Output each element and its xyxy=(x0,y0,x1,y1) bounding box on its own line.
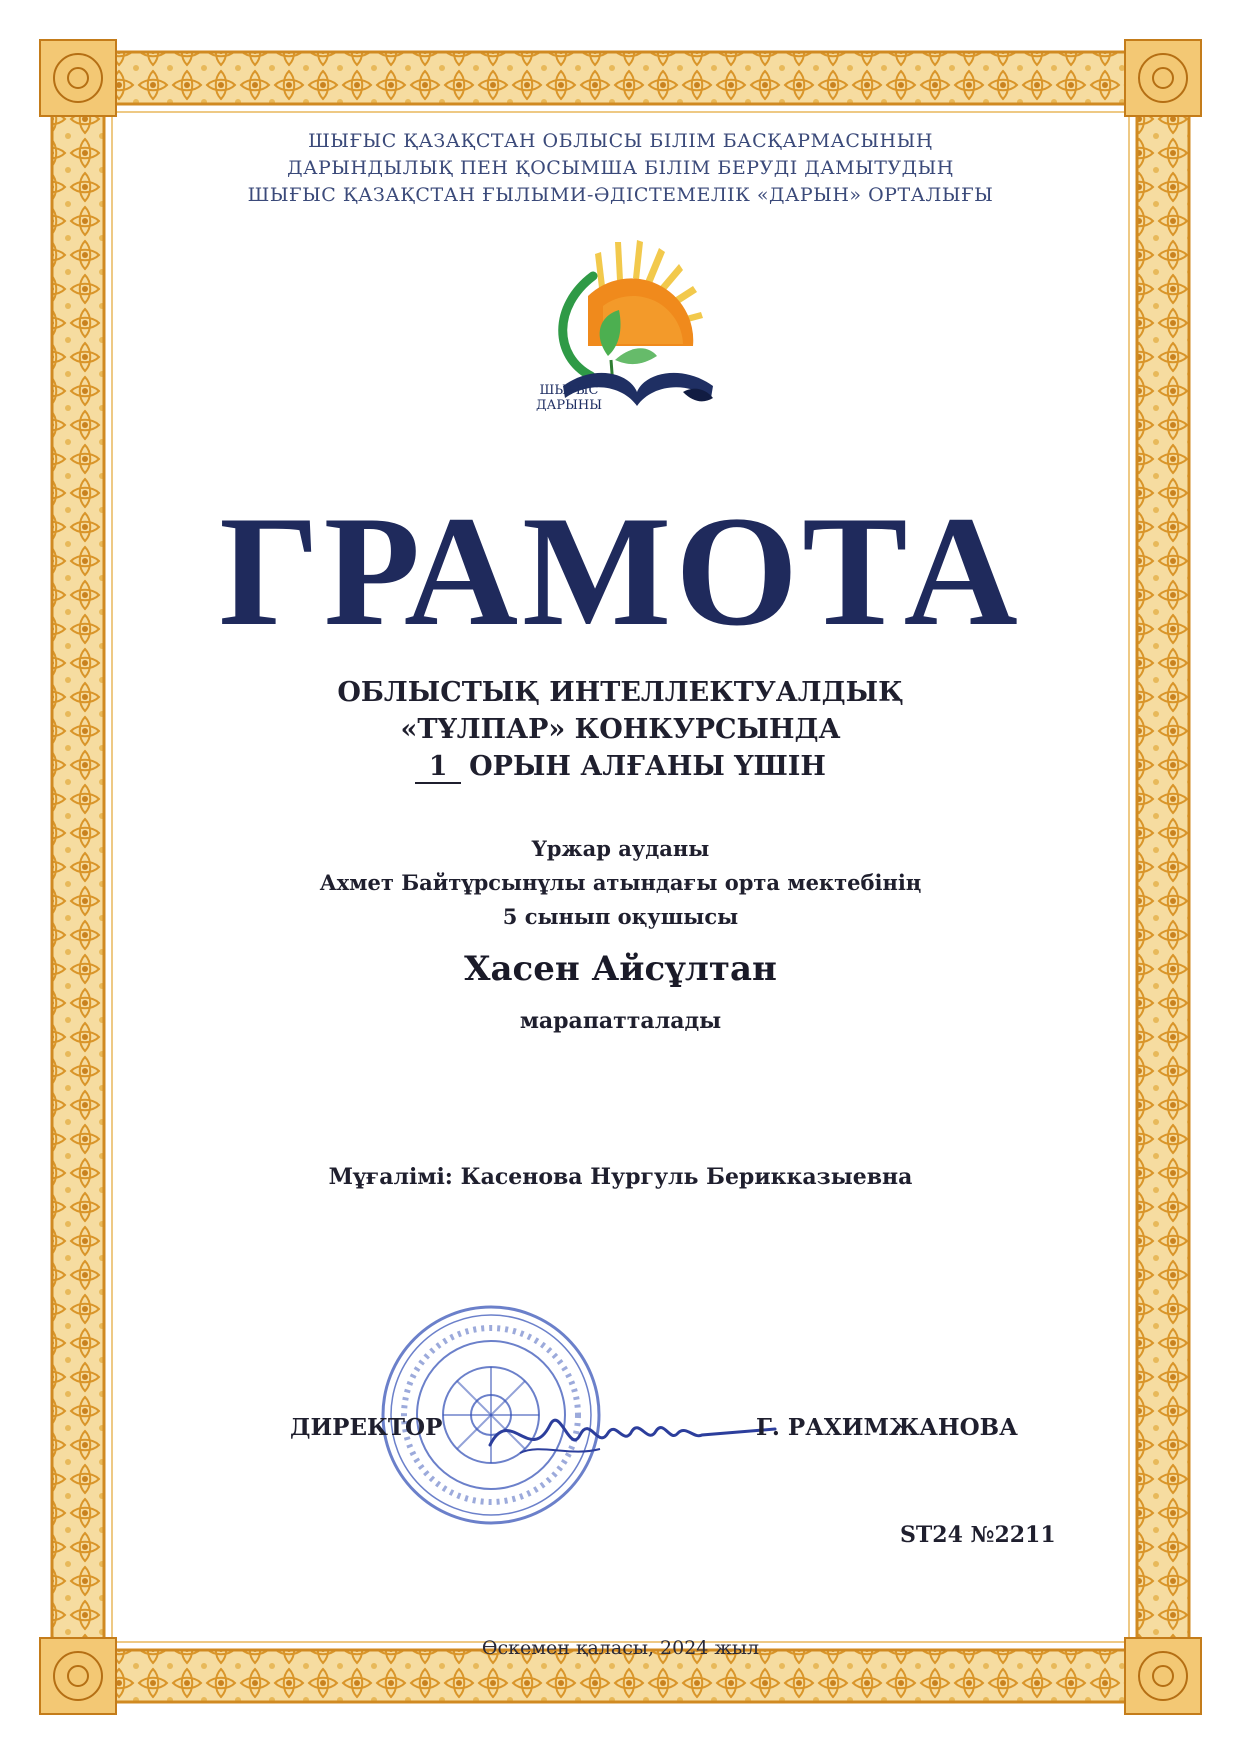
city-year: Өскемен қаласы, 2024 жыл xyxy=(481,1637,760,1659)
logo-caption xyxy=(529,383,609,413)
recipient-name: Хасен Айсұлтан xyxy=(464,949,777,989)
recipient-district: Үржар ауданы xyxy=(531,836,710,861)
logo-caption-line-1: ШЫҒЫС xyxy=(539,383,599,398)
teacher-line: Мұғалімі: Касенова Нургуль Берикказыевна xyxy=(328,1164,913,1190)
place-number: 1 xyxy=(415,752,461,784)
recipient-school: Ахмет Байтұрсынұлы атындағы орта мектебінің xyxy=(319,870,922,895)
certificate-title: ГРАМОТА xyxy=(219,484,1022,659)
purpose-line-1: ОБЛЫСТЫҚ ИНТЕЛЛЕКТУАЛДЫҚ xyxy=(337,677,904,708)
certificate-serial-number: ST24 №2211 xyxy=(900,1522,1056,1548)
director-signature-icon xyxy=(480,1395,780,1475)
purpose-line-3 xyxy=(0,749,1241,785)
purpose-line-2: «ТҰЛПАР» КОНКУРСЫНДА xyxy=(400,714,841,745)
director-label: ДИРЕКТОР xyxy=(290,1414,443,1441)
organization-line-3: ШЫҒЫС ҚАЗАҚСТАН ҒЫЛЫМИ-ӘДІСТЕМЕЛІК «ДАРЫН» ОРТАЛЫҒЫ xyxy=(247,184,994,206)
organization-line-1: ШЫҒЫС ҚАЗАҚСТАН ОБЛЫСЫ БІЛІМ БАСҚАРМАСЫНЫҢ xyxy=(308,130,933,152)
director-name: Г. РАХИМЖАНОВА xyxy=(756,1414,1018,1441)
organization-line-2: ДАРЫНДЫЛЫҚ ПЕН ҚОСЫМША БІЛІМ БЕРУДІ ДАМЫТУДЫҢ xyxy=(287,157,954,179)
purpose-line-3-text: ОРЫН АЛҒАНЫ ҮШІН xyxy=(469,751,826,782)
awarded-text: марапатталады xyxy=(519,1008,722,1034)
recipient-grade: 5 сынып оқушысы xyxy=(502,904,739,929)
logo-caption-line-2: ДАРЫНЫ xyxy=(535,398,603,413)
